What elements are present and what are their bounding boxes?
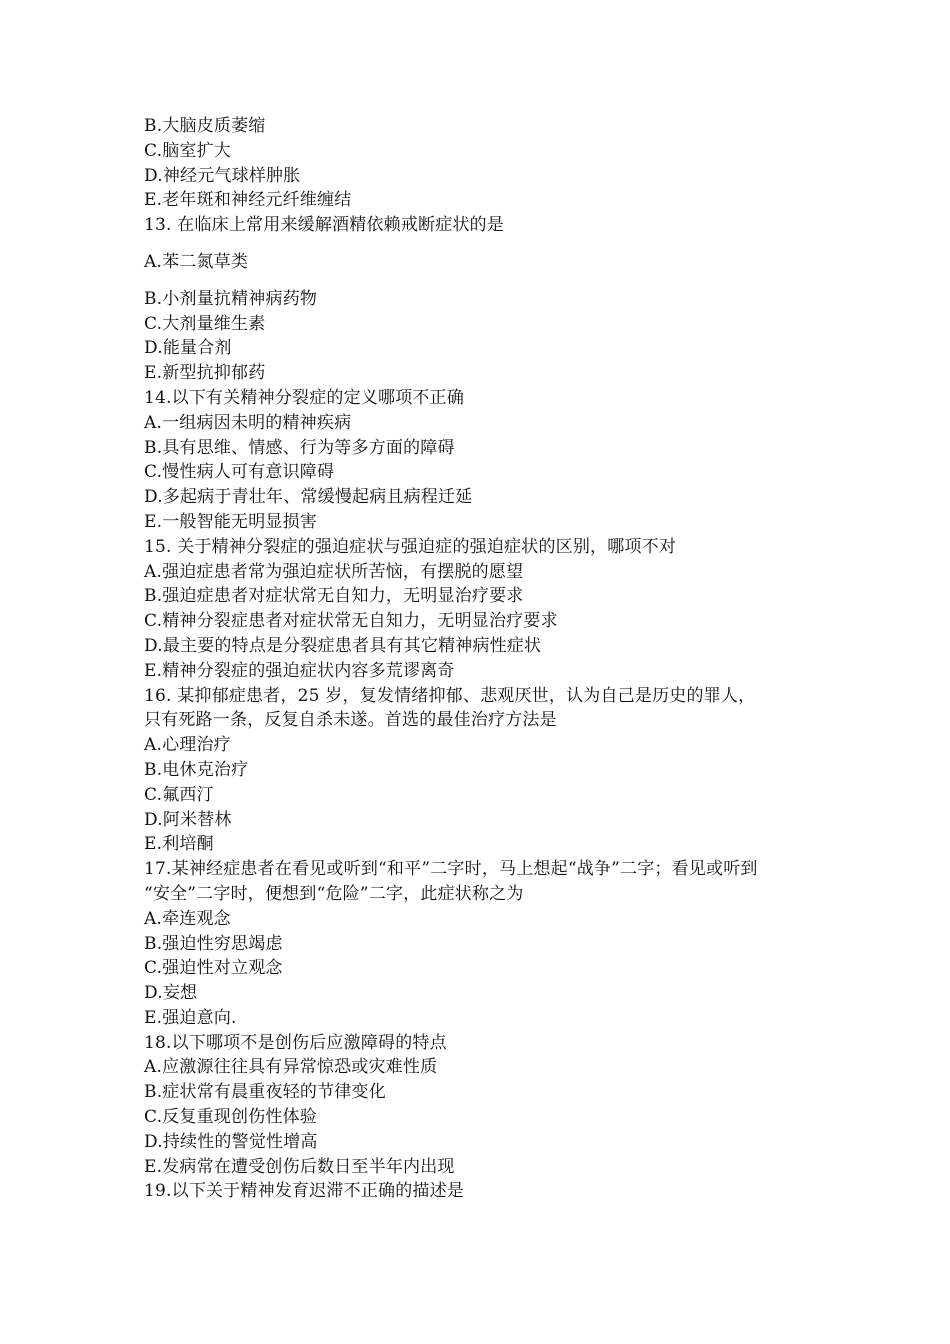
option-line: A.应激源往往具有异常惊恐或灾难性质 — [144, 1057, 438, 1078]
question-line: 只有死路一条，反复自杀未遂。首选的最佳治疗方法是 — [144, 710, 557, 731]
option-line: D.多起病于青壮年、常缓慢起病且病程迁延 — [144, 487, 473, 508]
option-line: A.苯二氮草类 — [144, 251, 249, 272]
option-line: A.牵连观念 — [144, 908, 231, 929]
option-line: D.持续性的警觉性增高 — [144, 1131, 318, 1152]
option-line: D.妄想 — [144, 983, 198, 1004]
question-line: 14.以下有关精神分裂症的定义哪项不正确 — [144, 387, 465, 408]
option-line: C.精神分裂症患者对症状常无自知力，无明显治疗要求 — [144, 611, 558, 632]
option-line: A.心理治疗 — [144, 735, 231, 756]
option-line: C.反复重现创伤性体验 — [144, 1107, 318, 1128]
option-line: B.具有思维、情感、行为等多方面的障碍 — [144, 437, 455, 458]
option-line: C.氟西汀 — [144, 784, 214, 805]
question-line: 17.某神经症患者在看见或听到“和平”二字时，马上想起“战争”二字；看见或听到 — [144, 859, 758, 880]
option-line: D.阿米替林 — [144, 809, 232, 830]
option-line: D.能量合剂 — [144, 338, 232, 359]
option-line: A.强迫症患者常为强迫症状所苦恼，有摆脱的愿望 — [144, 561, 524, 582]
question-line: 13. 在临床上常用来缓解酒精依赖戒断症状的是 — [144, 215, 505, 236]
option-line: D.神经元气球样肿胀 — [144, 165, 301, 186]
option-line: B.强迫性穷思竭虑 — [144, 933, 283, 954]
option-line: E.新型抗抑郁药 — [144, 363, 266, 384]
question-line: 15. 关于精神分裂症的强迫症状与强迫症的强迫症状的区别，哪项不对 — [144, 536, 677, 557]
question-line: 19.以下关于精神发育迟滞不正确的描述是 — [144, 1181, 465, 1202]
option-line: C.脑室扩大 — [144, 140, 232, 161]
option-line: B.小剂量抗精神病药物 — [144, 288, 318, 309]
option-line: E.老年斑和神经元纤维缠结 — [144, 190, 352, 211]
option-line: E.利培酮 — [144, 834, 214, 855]
option-line: E.精神分裂症的强迫症状内容多荒谬离奇 — [144, 660, 455, 681]
option-line: E.发病常在遭受创伤后数日至半年内出现 — [144, 1156, 455, 1177]
option-line: B.电休克治疗 — [144, 759, 249, 780]
question-line: “安全”二字时，便想到“危险”二字，此症状称之为 — [144, 883, 524, 904]
option-line: C.慢性病人可有意识障碍 — [144, 462, 335, 483]
option-line: A.一组病因未明的精神疾病 — [144, 412, 352, 433]
option-line: B.症状常有晨重夜轻的节律变化 — [144, 1082, 386, 1103]
option-line: C.大剂量维生素 — [144, 313, 266, 334]
question-line: 16. 某抑郁症患者，25 岁，复发情绪抑郁、悲观厌世，认为自己是历史的罪人， — [144, 685, 756, 706]
option-line: D.最主要的特点是分裂症患者具有其它精神病性症状 — [144, 635, 542, 656]
option-line: E.强迫意向. — [144, 1007, 237, 1028]
option-line: C.强迫性对立观念 — [144, 958, 283, 979]
option-line: B.强迫症患者对症状常无自知力，无明显治疗要求 — [144, 586, 524, 607]
question-line: 18.以下哪项不是创伤后应激障碍的特点 — [144, 1032, 447, 1053]
option-line: E.一般智能无明显损害 — [144, 511, 318, 532]
question-text-block — [144, 114, 824, 1204]
option-line: B.大脑皮质萎缩 — [144, 116, 266, 136]
